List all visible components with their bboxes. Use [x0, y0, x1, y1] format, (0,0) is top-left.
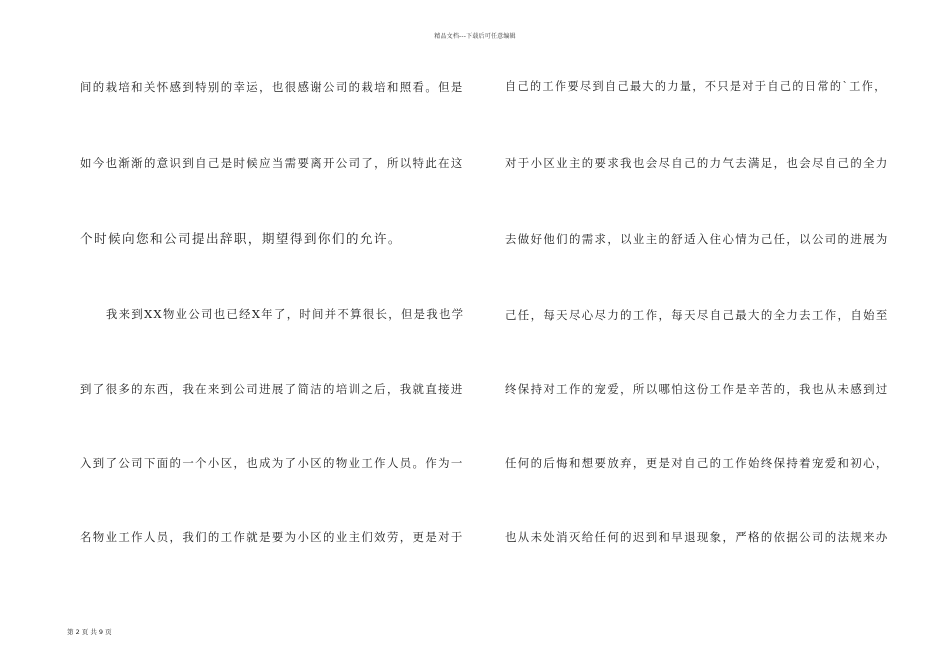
text-line: 对于小区业主的要求我也会尽自己的力气去满足，也会尽自己的全力: [505, 156, 889, 170]
text-line: 自己的工作要尽到自己最大的力量，不只是对于自己的日常的`工作，: [505, 80, 887, 93]
text-line: 终保持对工作的宠爱，所以哪怕这份工作是辛苦的，我也从未感到过: [505, 382, 889, 396]
text-line: 也从未处消灭给任何的迟到和早退现象，严格的依据公司的法规来办: [505, 530, 889, 544]
text-line: 个时候向您和公司提出辞职，期望得到你们的允许。: [80, 231, 402, 246]
page-number: 第 2 页 共 9 页: [67, 628, 112, 636]
text-line: 入到了公司下面的一个小区，也成为了小区的物业工作人员。作为一: [80, 456, 464, 470]
text-line: 己任，每天尽心尽力的工作，每天尽自己最大的全力去工作，自始至: [505, 308, 889, 322]
text-line: 到了很多的东西，我在来到公司进展了简洁的培训之后，我就直接进: [80, 382, 464, 396]
text-line: 名物业工作人员，我们的工作就是要为小区的业主们效劳，更是对于: [80, 530, 464, 544]
text-line: 去做好他们的需求，以业主的舒适入住心情为己任，以公司的进展为: [505, 232, 889, 246]
text-line: 我来到XX物业公司也已经X年了，时间并不算很长，但是我也学: [106, 308, 465, 321]
text-line: 如今也渐渐的意识到自己是时候应当需要离开公司了，所以特此在这: [80, 156, 464, 170]
page-header: 精品文档---下载后可任意编辑: [434, 33, 516, 40]
text-line: 间的栽培和关怀感到特别的幸运，也很感谢公司的栽培和照看。但是: [80, 80, 464, 94]
text-line: 任何的后悔和想要放弃，更是对自己的工作始终保持着宠爱和初心，: [505, 456, 889, 470]
